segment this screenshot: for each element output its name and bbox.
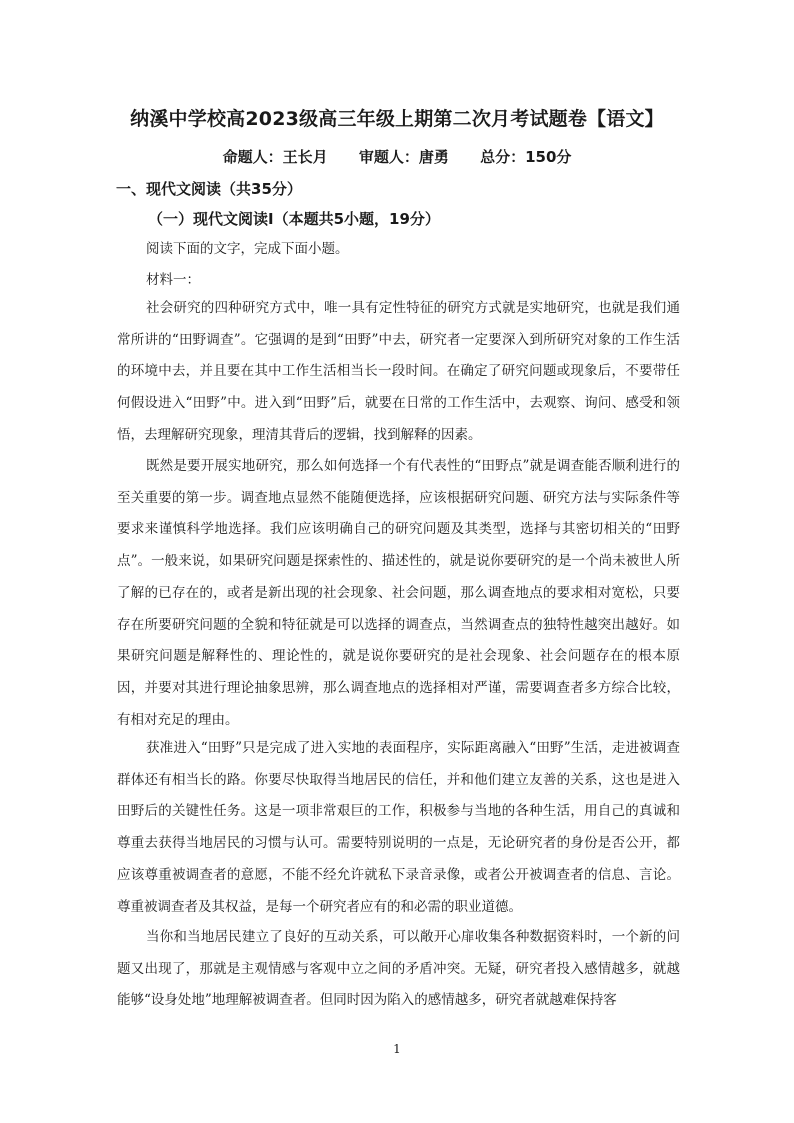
subsection-heading: （一）现代文阅读Ⅰ（本题共5小题，19分） (148, 210, 440, 228)
paragraph-1: 社会研究的四种研究方式中，唯一具有定性特征的研究方式就是实地研究，也就是我们通常所讲的“田野调查”。它强调的是到“田野”中去，研究者一定要深入到所研究对象的工作生活的环境中去，并且要在其中工作生活相当长一段时间。在确定了研究问题或现象后，不要带任何假设进入“田野”中。进入到“田野”后，就要在日常的工作生活中，去观察、询问、感受和领悟，去理解研究现象，理清其背后的逻辑，找到解释的因素。 (117, 300, 680, 443)
paragraph-4: 当你和当地居民建立了良好的互动关系，可以敞开心扉收集各种数据资料时，一个新的问题又出现了，那就是主观情感与客观中立之间的矛盾冲突。无疑，研究者投入感情越多，就越能够“设身处地”地理解被调查者。但同时因为陷入的感情越多，研究者就越难保持客 (117, 929, 680, 1009)
exam-title: 纳溪中学校高2023级高三年级上期第二次月考试题卷【语文】 (130, 108, 664, 130)
reviewer: 审题人：唐勇 (358, 148, 449, 166)
question-setter: 命题人：王长月 (222, 148, 328, 166)
material-label: 材料一： (146, 272, 200, 288)
paragraph-2: 既然是要开展实地研究，那么如何选择一个有代表性的“田野点”就是调查能否顺利进行的至关重要的第一步。调查地点显然不能随便选择，应该根据研究问题、研究方法与实际条件等要求来谨慎科学地选择。我们应该明确自己的研究问题及其类型，选择与其密切相关的“田野点”。一般来说，如果研究问题是探索性的、描述性的，就是说你要研究的是一个尚未被世人所了解的已存在的，或者是新出现的社会现象、社会问题，那么调查地点的要求相对宽松，只要存在所要研究问题的全貌和特征就是可以选择的调查点，当然调查点的独特性越突出越好。如果研究问题是解释性的、理论性的，就是说你要研究的是社会现象、社会问题存在的根本原因，并要对其进行理论抽象思辨，那么调查地点的选择相对严谨，需要调查者多方综合比较，有相对充足的理由。 (117, 458, 680, 728)
page-number: 1 (393, 1042, 401, 1056)
paragraph-3: 获准进入“田野”只是完成了进入实地的表面程序，实际距离融入“田野”生活，走进被调查群体还有相当长的路。你要尽快取得当地居民的信任，并和他们建立友善的关系，这也是进入田野后的关键性任务。这是一项非常艰巨的工作，积极参与当地的各种生活，用自己的真诚和尊重去获得当地居民的习惯与认可。需要特别说明的一点是，无论研究者的身份是否公开，都应该尊重被调查者的意愿，不能不经允许就私下录音录像，或者公开被调查者的信息、言论。尊重被调查者及其权益，是每一个研究者应有的和必需的职业道德。 (117, 740, 680, 915)
reading-instruction: 阅读下面的文字，完成下面小题。 (146, 241, 349, 257)
exam-info-line (0, 146, 794, 167)
total-score: 总分：150分 (480, 148, 572, 166)
section-heading: 一、现代文阅读（共35分） (116, 180, 302, 198)
